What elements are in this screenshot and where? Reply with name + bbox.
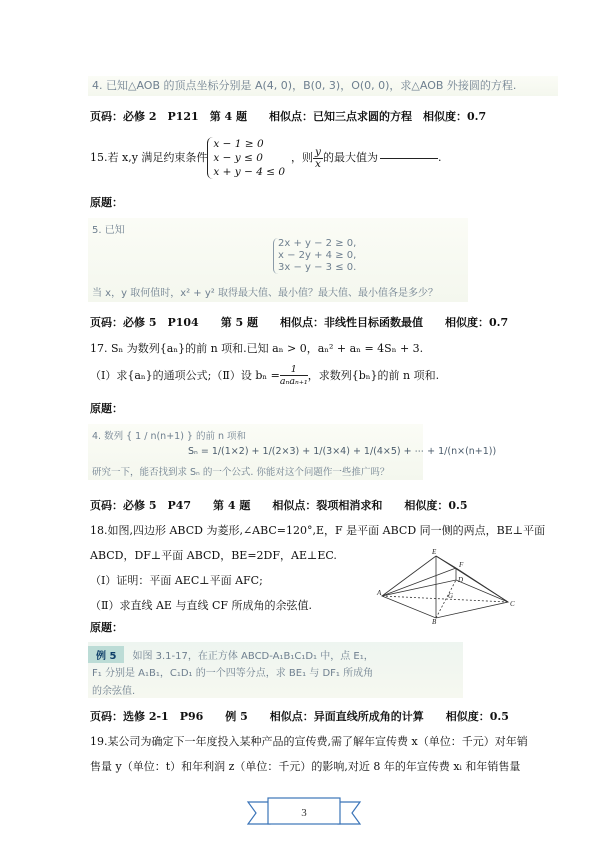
question-17-part-a: （Ⅰ）求{aₙ}的通项公式;（Ⅱ）设 bₙ = [90, 368, 280, 382]
vertex-label-d: D [458, 576, 464, 584]
reference-line-2: 页码：必修 5 P104 第 5 题 相似点：非线性目标函数最值 相似度：0.7 [90, 316, 509, 329]
fraction-b-n [280, 364, 308, 387]
scan-question-5-tail: 当 x，y 取何值时，x² + y² 取得最大值、最小值？最大值、最小值各是多少？ [92, 288, 438, 299]
vertex-label-c: C [510, 600, 515, 608]
fraction-denominator: x [315, 157, 321, 170]
original-label-2: 原题： [90, 402, 123, 415]
scan-question-4 [88, 76, 558, 96]
original-label-3: 原题： [90, 621, 123, 634]
constraint-row: x − y ≤ 0 [213, 152, 263, 164]
scan-sequence-line-3: 研究一下，能否找到求 Sₙ 的一个公式. 你能对这个问题作一些推广吗？ [92, 467, 390, 478]
fraction-numerator: 1 [280, 364, 308, 376]
question-18-line-4: （Ⅱ）求直线 AE 与直线 CF 所成角的余弦值. [90, 599, 312, 612]
reference-line-4: 页码：选修 2-1 P96 例 5 相似点：异面直线所成角的计算 相似度：0.5 [90, 710, 509, 723]
page-number: 3 [301, 807, 307, 819]
scan-question-5-system [273, 238, 356, 274]
question-17-line-1: 17. Sₙ 为数列{aₙ}的前 n 项和.已知 aₙ > 0，aₙ² + aₙ = 4Sₙ + 3. [90, 342, 424, 355]
edge-fc [456, 568, 508, 602]
question-18-line-2: ABCD，DF⊥平面 ABCD，BE=2DF，AE⊥EC. [90, 549, 337, 562]
vertex-label-b: B [432, 618, 437, 624]
reference-line-3: 页码：必修 5 P47 第 4 题 相似点：裂项相消求和 相似度：0.5 [90, 499, 468, 512]
ribbon-right-tail [338, 802, 360, 824]
original-label-1: 原题： [90, 196, 123, 209]
scan-example-5-text-1: 如图 3.1-17，在正方体 ABCD-A₁B₁C₁D₁ 中，点 E₁， [132, 651, 374, 662]
scan-example-5-line-3: 的余弦值. [92, 686, 136, 697]
scan-example-5-line-1 [88, 646, 374, 663]
scan-question-5-head: 5. 已知 [92, 225, 125, 236]
question-18-line-3: （Ⅰ）证明：平面 AEC⊥平面 AFC; [90, 574, 263, 587]
ribbon-left-tail [248, 802, 270, 824]
fraction-numerator: y [315, 145, 321, 158]
scan-example-5 [88, 642, 463, 698]
question-18-line-1: 18.如图,四边形 ABCD 为菱形,∠ABC=120°,E，F 是平面 ABCD 同一侧的两点，BE⊥平面 [90, 524, 546, 537]
reference-line-1: 页码：必修 2 P121 第 4 题 相似点：已知三点求圆的方程 相似度：0.7 [90, 110, 487, 123]
question-15 [90, 134, 441, 182]
vertex-label-f: F [459, 561, 464, 569]
fraction-denominator: aₙaₙ₊₁ [279, 376, 308, 387]
scan-system-row: x − 2y + 4 ≥ 0, [278, 250, 357, 261]
rhombus-base [382, 580, 508, 618]
constraint-row: x − 1 ≥ 0 [213, 138, 264, 150]
question-15-suffix: 的最大值为 [322, 151, 378, 164]
page-number-ribbon [246, 794, 362, 830]
scan-sequence-question-4 [88, 424, 497, 480]
question-17-part-b: ，求数列{bₙ}的前 n 项和. [307, 368, 440, 382]
question-15-prefix: 15.若 x,y 满足约束条件 [90, 151, 208, 164]
question-19-line-1: 19.某公司为确定下一年度投入某种产品的宣传费,需了解年宣传费 x（单位：千元）对年销 [90, 735, 528, 748]
fraction-y-over-x [313, 147, 323, 170]
question-19-line-2: 售量 y（单位：t）和年利润 z（单位：千元）的影响,对近 8 年的年宣传费 xᵢ 和年销售量 [90, 760, 521, 773]
answer-blank [380, 158, 438, 159]
scan-system-row: 3x − y − 3 ≤ 0. [278, 262, 357, 273]
constraint-system [207, 137, 285, 179]
scan-example-5-line-2: F₁ 分别是 A₁B₁，C₁D₁ 的一个四等分点，求 BE₁ 与 DF₁ 所成角 [92, 668, 374, 679]
scan-question-4-text: 4. 已知△AOB 的顶点坐标分别是 A(4, 0)，B(0, 3)，O(0, 0)，求△AOB 外接圆的方程. [92, 79, 517, 92]
question-15-end: . [437, 151, 442, 164]
diagonal-ac [382, 596, 508, 602]
scan-question-5 [88, 218, 468, 302]
edge-ef [436, 556, 456, 568]
vertex-label-g: G [448, 592, 454, 600]
vertex-label-a: A [377, 589, 382, 597]
question-17-line-2 [90, 364, 439, 387]
scan-system-row: 2x + y − 2 ≥ 0, [278, 238, 357, 249]
constraint-row: x + y − 4 ≤ 0 [213, 166, 286, 178]
geometry-figure [376, 546, 516, 624]
question-15-mid: ，则 [291, 151, 314, 164]
vertex-label-e: E [432, 548, 437, 556]
scan-sequence-formula: Sₙ = 1/(1×2) + 1/(2×3) + 1/(3×4) + 1/(4×5) + ⋯ + 1/(n×(n+1)) [188, 446, 497, 457]
example-label: 例 5 [88, 646, 124, 663]
scan-sequence-line-1: 4. 数列 { 1 / n(n+1) } 的前 n 项和 [92, 431, 247, 442]
